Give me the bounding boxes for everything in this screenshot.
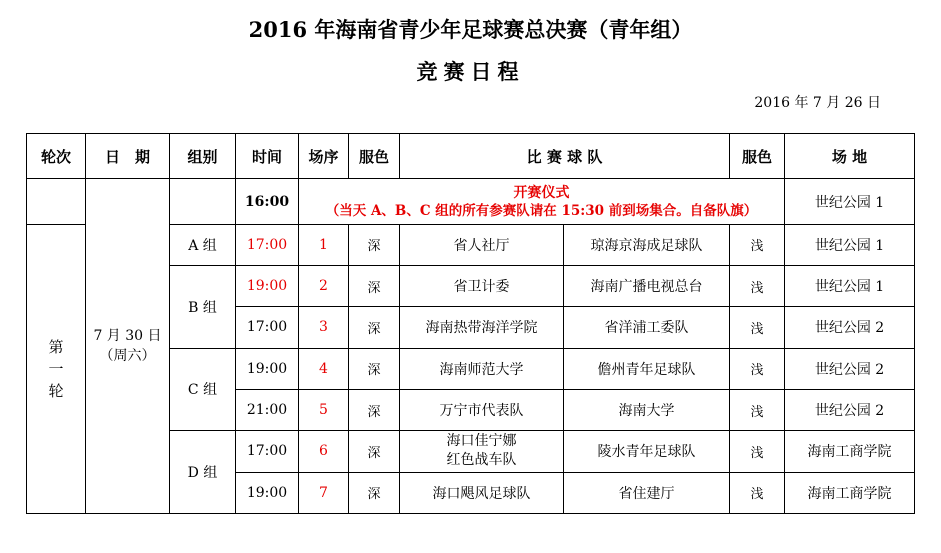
day-date: 7 月 30 日 xyxy=(93,328,162,345)
round-label-1: 第 xyxy=(48,337,64,356)
document-subtitle: 竞赛日程 xyxy=(416,59,525,84)
venue: 世纪公园 1 xyxy=(785,224,915,265)
kit-away: 浅 xyxy=(730,348,785,389)
team-away: 儋州青年足球队 xyxy=(564,348,730,389)
match-time: 21:00 xyxy=(236,389,299,430)
ceremony-note: （当天 A、B、C 组的所有参赛队请在 15:30 前到场集合。自备队旗） xyxy=(325,202,758,219)
header-group: 组别 xyxy=(170,134,236,179)
team-home: 海口飓风足球队 xyxy=(400,472,564,513)
match-time: 17:00 xyxy=(236,224,299,265)
team-home: 海南师范大学 xyxy=(400,348,564,389)
venue: 世纪公园 1 xyxy=(785,266,915,307)
ceremony-venue: 世纪公园 1 xyxy=(785,179,915,224)
header-match-no: 场序 xyxy=(299,134,349,179)
schedule-table xyxy=(26,133,915,514)
match-no: 5 xyxy=(299,389,349,430)
document-date: 2016 年 7 月 26 日 xyxy=(754,95,881,111)
team-away: 省住建厅 xyxy=(564,472,730,513)
header-time: 时间 xyxy=(236,134,299,179)
kit-away: 浅 xyxy=(730,307,785,348)
header-kit-home: 服色 xyxy=(349,134,400,179)
group-b: B 组 xyxy=(170,266,236,349)
match-no: 2 xyxy=(299,266,349,307)
kit-away: 浅 xyxy=(730,389,785,430)
kit-home: 深 xyxy=(349,472,400,513)
match-time: 19:00 xyxy=(236,348,299,389)
header-date: 日 期 xyxy=(86,134,170,179)
match-time: 19:00 xyxy=(236,266,299,307)
group-c: C 组 xyxy=(170,348,236,431)
match-time: 17:00 xyxy=(236,307,299,348)
kit-home: 深 xyxy=(349,307,400,348)
team-away: 陵水青年足球队 xyxy=(564,431,730,472)
team-home: 省人社厅 xyxy=(400,224,564,265)
document-title: 2016 年海南省青少年足球赛总决赛（青年组） xyxy=(248,17,693,42)
venue: 世纪公园 2 xyxy=(785,389,915,430)
kit-away: 浅 xyxy=(730,224,785,265)
round-label-2: 一 xyxy=(48,359,64,378)
ceremony-round-cell xyxy=(27,179,86,224)
match-no: 6 xyxy=(299,431,349,472)
kit-home: 深 xyxy=(349,266,400,307)
ceremony-title: 开赛仪式 xyxy=(513,184,570,201)
day-cell xyxy=(86,179,170,514)
ceremony-group-cell xyxy=(170,179,236,224)
match-no: 3 xyxy=(299,307,349,348)
group-d: D 组 xyxy=(170,431,236,514)
match-no: 7 xyxy=(299,472,349,513)
venue: 海南工商学院 xyxy=(785,431,915,472)
venue: 世纪公园 2 xyxy=(785,307,915,348)
match-time: 19:00 xyxy=(236,472,299,513)
kit-home: 深 xyxy=(349,389,400,430)
team-home xyxy=(400,431,564,472)
kit-home: 深 xyxy=(349,348,400,389)
header-row xyxy=(27,134,915,179)
team-home: 万宁市代表队 xyxy=(400,389,564,430)
team-home-line-2: 红色战车队 xyxy=(446,452,517,469)
team-home: 省卫计委 xyxy=(400,266,564,307)
venue: 海南工商学院 xyxy=(785,472,915,513)
ceremony-cell xyxy=(299,179,785,224)
team-home: 海南热带海洋学院 xyxy=(400,307,564,348)
match-time: 17:00 xyxy=(236,431,299,472)
day-weekday: （周六） xyxy=(99,348,156,365)
header-kit-away: 服色 xyxy=(730,134,785,179)
match-no: 4 xyxy=(299,348,349,389)
kit-away: 浅 xyxy=(730,431,785,472)
team-away: 琼海京海成足球队 xyxy=(564,224,730,265)
round-cell xyxy=(27,224,86,513)
header-venue: 场 地 xyxy=(785,134,915,179)
kit-away: 浅 xyxy=(730,472,785,513)
ceremony-row xyxy=(27,179,915,224)
header-round: 轮次 xyxy=(27,134,86,179)
round-label-3: 轮 xyxy=(48,381,64,400)
group-a: A 组 xyxy=(170,224,236,265)
team-away: 海南大学 xyxy=(564,389,730,430)
team-away: 海南广播电视总台 xyxy=(564,266,730,307)
venue: 世纪公园 2 xyxy=(785,348,915,389)
kit-away: 浅 xyxy=(730,266,785,307)
kit-home: 深 xyxy=(349,431,400,472)
ceremony-time: 16:00 xyxy=(236,179,299,224)
match-no: 1 xyxy=(299,224,349,265)
team-home-line-1: 海口佳宁娜 xyxy=(446,433,517,450)
team-away: 省洋浦工委队 xyxy=(564,307,730,348)
header-teams: 比 赛 球 队 xyxy=(400,134,730,179)
kit-home: 深 xyxy=(349,224,400,265)
